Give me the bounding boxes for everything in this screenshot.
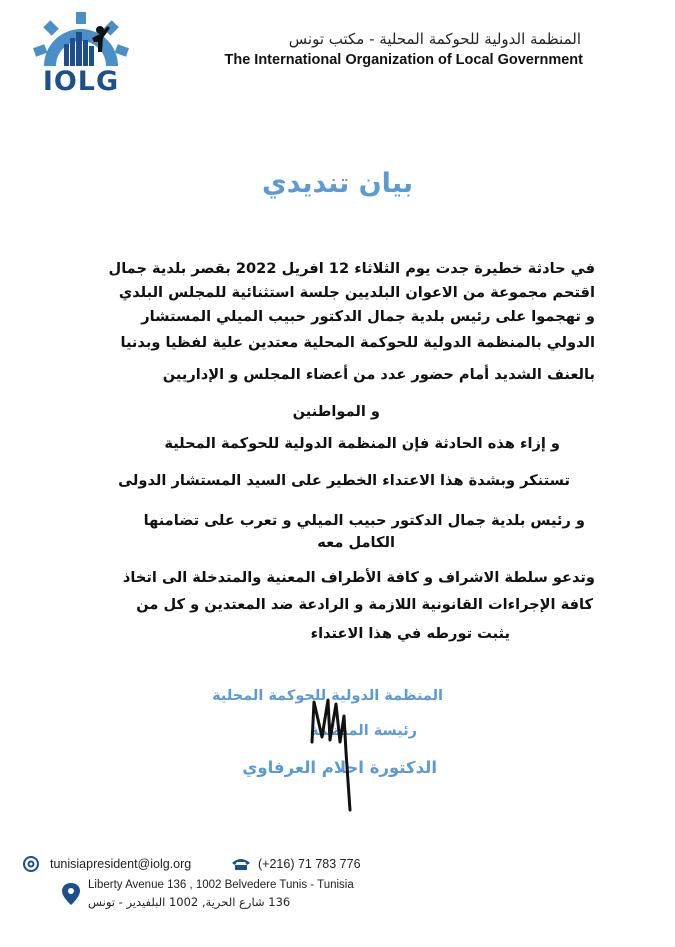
- iolg-logo: [26, 8, 136, 98]
- phone-icon: [230, 857, 252, 871]
- body-line: بالعنف الشديد أمام حضور عدد من أعضاء المجلس و الإداريين: [162, 366, 595, 383]
- footer-email: tunisiapresident@iolg.org: [50, 857, 192, 871]
- logo-text: IOLG: [42, 66, 120, 97]
- body-line: تستنكر وبشدة هذا الاعتداء الخطير على السيد المستشار الدولى: [118, 472, 570, 489]
- body-line: كافة الإجراءات القانونية اللازمة و الرادعة ضد المعتدين و كل من: [136, 596, 593, 613]
- body-line: يثبت تورطه في هذا الاعتداء: [310, 625, 510, 642]
- body-line: و رئيس بلدية جمال الدكتور حبيب الميلي و تعرب على تضامنها: [143, 512, 585, 529]
- footer-address-english: Liberty Avenue 136 , 1002 Belvedere Tunis - Tunisia: [88, 879, 354, 891]
- signature-org: المنظمة الدولية للحوكمة المحلية: [212, 688, 443, 704]
- handwritten-signature: [300, 682, 360, 812]
- footer-address-arabic: 136 شارع الحرية, 1002 البلفيدير - تونس: [88, 895, 291, 909]
- body-line: و تهجموا على رئيس بلدية جمال الدكتور حبيب الميلي المستشار: [141, 308, 595, 325]
- at-icon: [22, 855, 40, 873]
- body-line: في حادثة خطيرة جدت يوم الثلاثاء 12 افريل 2022 بقصر بلدية جمال: [108, 260, 595, 277]
- signature-name: الدكتورة احلام العرفاوي: [242, 758, 437, 777]
- body-line: الدولي بالمنظمة الدولية للحوكمة المحلية معتدين علية لفظيا وبدنيا: [120, 334, 595, 351]
- org-name-english: The International Organization of Local Government: [224, 52, 583, 68]
- footer-contact: [22, 855, 622, 935]
- body-line: و المواطنين: [292, 403, 380, 420]
- body-line: اقتحم مجموعة من الاعوان البلديين جلسة استثنائية للمجلس البلدي: [118, 284, 595, 301]
- signature-role: رئيسة المنظمة: [309, 723, 417, 739]
- body-line: الكامل معه: [317, 534, 395, 551]
- location-icon: [58, 881, 84, 907]
- footer-phone: (+216) 71 783 776: [258, 857, 361, 871]
- body-line: و إزاء هذه الحادثة فإن المنظمة الدولية للحوكمة المحلية: [164, 435, 560, 452]
- org-name-arabic: المنظمة الدولية للحوكمة المحلية - مكتب تونس: [288, 30, 581, 48]
- logo-gear-icon: [26, 8, 136, 70]
- statement-title: بيان تنديدي: [262, 168, 413, 199]
- body-line: وتدعو سلطة الاشراف و كافة الأطراف المعنية والمتدخلة الى اتخاذ: [122, 569, 595, 586]
